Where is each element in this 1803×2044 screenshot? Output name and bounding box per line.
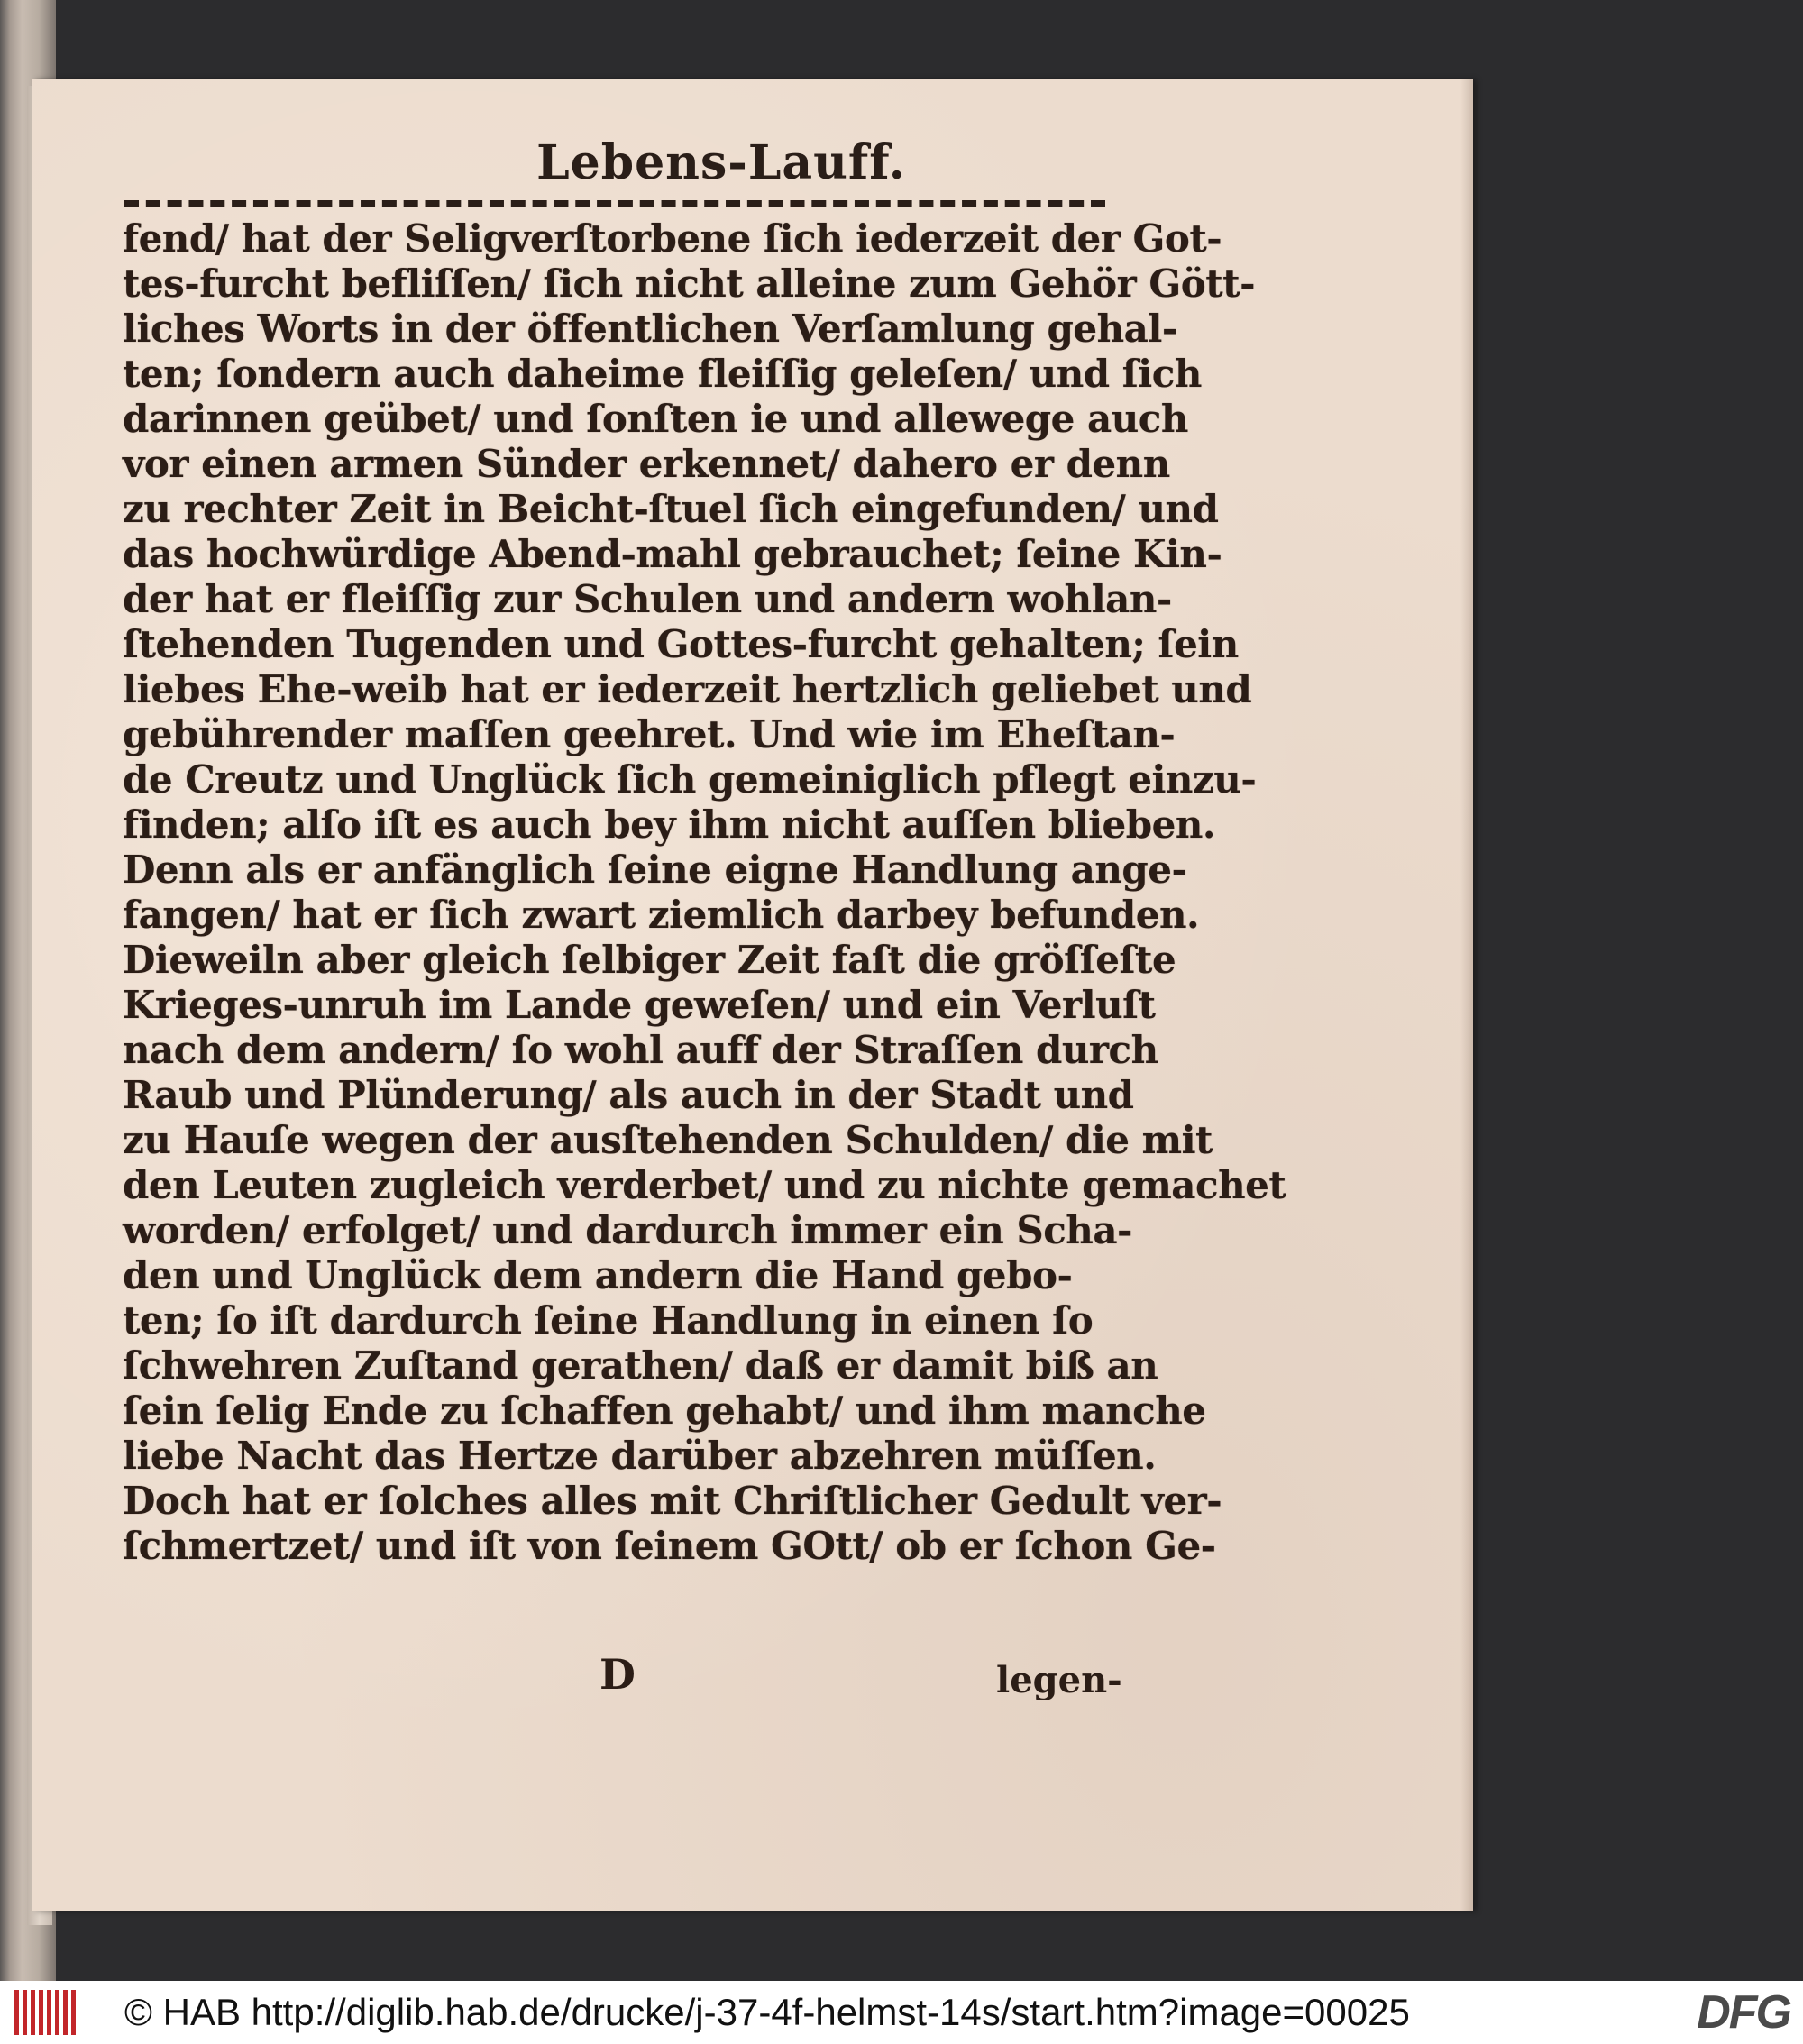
text-line: de Creutz und Unglück ſich gemeiniglich pflegt einzu-	[123, 757, 1257, 802]
text-line: tes-furcht befliſſen/ ſich nicht alleine zum Gehör Gött-	[123, 261, 1255, 306]
text-line: liebe Nacht das Hertze darüber abzehren müſſen.	[123, 1434, 1157, 1478]
text-line: worden/ erfolget/ und dardurch immer ein Scha-	[123, 1208, 1132, 1252]
text-line: ten; ſondern auch daheime fleiſſig geleſen/ und ſich	[123, 352, 1202, 396]
text-line: zu Hauſe wegen der ausſtehenden Schulden/ die mit	[123, 1118, 1213, 1162]
footer-bar	[0, 1981, 1803, 2044]
dfg-logo: DFG	[1697, 1986, 1790, 2039]
text-line: den Leuten zugleich verderbet/ und zu nichte gemachet	[123, 1163, 1286, 1207]
text-line: liebes Ehe-weib hat er iederzeit hertzlich geliebet und	[123, 667, 1252, 711]
text-line: Raub und Plünderung/ als auch in der Stadt und	[123, 1073, 1134, 1117]
text-line: ſtehenden Tugenden und Gottes-furcht gehalten; ſein	[123, 622, 1239, 666]
text-line: Denn als er anfänglich ſeine eigne Handlung ange-	[123, 848, 1187, 892]
catchword: legen-	[996, 1659, 1122, 1701]
text-line: fangen/ hat er ſich zwart ziemlich darbey befunden.	[123, 893, 1200, 937]
text-line: nach dem andern/ ſo wohl auff der Straſſen durch	[123, 1028, 1158, 1072]
text-line: gebührender maſſen geehret. Und wie im Eheſtan-	[123, 712, 1176, 756]
text-line: Doch hat er ſolches alles mit Chriſtlicher Gedult ver-	[123, 1479, 1222, 1523]
text-line: das hochwürdige Abend-mahl gebrauchet; ſeine Kin-	[123, 532, 1222, 576]
text-line: Dieweiln aber gleich ſelbiger Zeit faſt die gröſſeſte	[123, 938, 1176, 982]
text-line: vor einen armen Sünder erkennet/ dahero er denn	[123, 442, 1170, 486]
signature-mark: D	[599, 1650, 636, 1699]
text-line: ſchwehren Zuſtand gerathen/ daß er damit biß an	[123, 1343, 1158, 1388]
text-line: ſchmertzet/ und iſt von ſeinem GOtt/ ob er ſchon Ge-	[123, 1524, 1216, 1568]
text-line: ſein ſelig Ende zu ſchaffen gehabt/ und ihm manche	[123, 1389, 1206, 1433]
barcode-icon	[14, 1990, 78, 2035]
copyright-link[interactable]: © HAB http://diglib.hab.de/drucke/j-37-4f-helmst-14s/start.htm?image=00025	[124, 1991, 1410, 2033]
body-text	[123, 216, 1286, 1569]
text-line: der hat er fleiſſig zur Schulen und andern wohlan-	[123, 577, 1172, 621]
text-line: fend/ hat der Seligverſtorbene ſich iederzeit der Got-	[123, 216, 1222, 261]
text-line: liches Worts in der öffentlichen Verſamlung gehal-	[123, 307, 1177, 351]
running-head: Lebens-Lauff.	[536, 135, 906, 190]
head-rule	[124, 200, 1105, 207]
text-line: den und Unglück dem andern die Hand gebo-	[123, 1253, 1073, 1297]
text-line: zu rechter Zeit in Beicht-ſtuel ſich eingefunden/ und	[123, 487, 1219, 531]
text-line: ten; ſo iſt dardurch ſeine Handlung in einen ſo	[123, 1298, 1094, 1343]
text-line: finden; alſo iſt es auch bey ihm nicht auſſen blieben.	[123, 802, 1215, 847]
text-line: darinnen geübet/ und ſonſten ie und allewege auch	[123, 397, 1188, 441]
text-line: Krieges-unruh im Lande geweſen/ und ein Verluſt	[123, 983, 1156, 1027]
